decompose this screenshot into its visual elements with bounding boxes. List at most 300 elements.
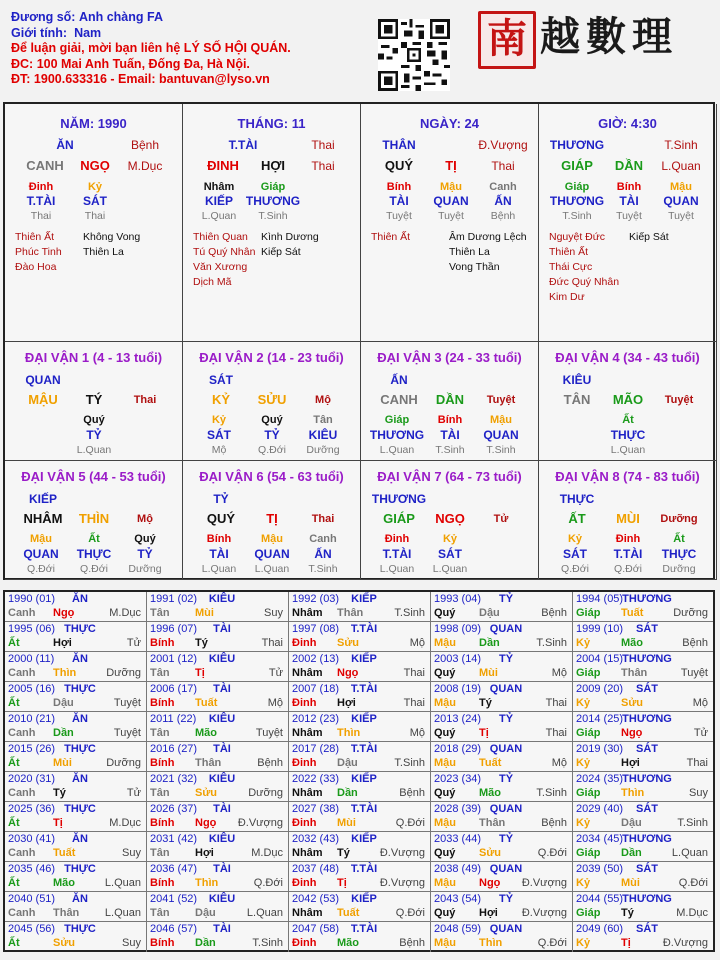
year-cell xyxy=(147,802,289,832)
year-branch: Thân xyxy=(53,907,80,919)
luck-heaven-god: TỶ xyxy=(213,492,229,506)
year-label: 1992 (03) xyxy=(292,593,340,605)
year-god: TỶ xyxy=(498,593,514,605)
year-cell xyxy=(431,682,573,712)
year-cell xyxy=(147,832,289,862)
hidden-stage: Thai xyxy=(30,210,52,222)
year-god: T.TÀI xyxy=(350,683,378,695)
year-stem: Tân xyxy=(150,607,170,619)
hidden-stage: Tuyệt xyxy=(668,210,694,222)
year-stem: Tân xyxy=(150,907,170,919)
pillar-3 xyxy=(539,104,717,342)
luck-hidden-stem: Giáp xyxy=(384,414,410,426)
hidden-stage: Bệnh xyxy=(490,210,516,222)
year-god: KIÊU xyxy=(208,833,236,845)
star: Không Vong xyxy=(83,231,141,243)
heaven-god: ĂN xyxy=(56,138,74,152)
year-god: TÀI xyxy=(213,923,231,935)
year-god: QUAN xyxy=(489,803,523,815)
branch-stage: L.Quan xyxy=(661,159,701,173)
star: Thiên La xyxy=(83,246,124,258)
year-label: 2026 (37) xyxy=(150,803,198,815)
year-label: 2031 (42) xyxy=(150,833,198,845)
year-stem: Đinh xyxy=(292,637,317,649)
year-stem: Quý xyxy=(434,727,456,739)
year-stage: Đ.Vượng xyxy=(521,907,567,919)
year-god: TÀI xyxy=(213,683,231,695)
year-stem: Quý xyxy=(434,607,456,619)
year-cell xyxy=(431,892,573,922)
heaven-stem: GIÁP xyxy=(561,158,593,173)
luck-hidden-god: SÁT xyxy=(438,547,462,561)
luck-stem: CANH xyxy=(380,392,418,407)
hidden-god: KIẾP xyxy=(204,194,233,208)
year-stem: Ất xyxy=(8,877,20,889)
year-branch: Sửu xyxy=(53,937,76,949)
year-stem: Ất xyxy=(8,637,20,649)
major-luck-4 xyxy=(539,342,717,461)
year-label: 2004 (15) xyxy=(576,653,624,665)
year-label: 2047 (58) xyxy=(292,923,340,935)
star: Đức Quý Nhân xyxy=(549,276,620,288)
year-cell xyxy=(573,772,713,802)
luck-stage: Mộ xyxy=(137,513,153,525)
branch-stage: Thai xyxy=(311,159,335,173)
year-stem: Canh xyxy=(8,727,36,739)
year-cell xyxy=(147,862,289,892)
luck-hidden-stage: Q.Đới xyxy=(258,444,286,456)
luck-hidden-god: TỶ xyxy=(86,428,102,442)
star-list-right xyxy=(449,230,527,275)
luck-stage: Tử xyxy=(493,513,509,525)
year-label: 2032 (43) xyxy=(292,833,340,845)
major-luck-5 xyxy=(5,461,183,580)
year-god: TỶ xyxy=(498,833,514,845)
year-stage: Đ.Vượng xyxy=(379,847,425,859)
year-god: THƯƠNG xyxy=(622,713,672,725)
luck-hidden-god: THỰC xyxy=(76,547,112,561)
year-stem: Mậu xyxy=(434,877,456,889)
year-branch: Tý xyxy=(53,787,66,799)
year-god: SÁT xyxy=(636,743,658,755)
year-stage: Mộ xyxy=(267,697,283,709)
year-god: T.TÀI xyxy=(350,923,378,935)
year-stage: Mộ xyxy=(409,637,425,649)
year-cell xyxy=(431,922,573,952)
luck-branch: DẦN xyxy=(435,392,465,407)
year-god: KIÊU xyxy=(208,893,236,905)
year-god: ĂN xyxy=(72,713,88,725)
gender-label: Giới tính: xyxy=(11,25,68,40)
year-branch: Mão xyxy=(621,637,643,649)
year-cell xyxy=(573,922,713,952)
star: Kình Dương xyxy=(261,231,319,243)
gender-value: Nam xyxy=(74,25,102,40)
year-god: KIÊU xyxy=(208,713,236,725)
hidden-god: SÁT xyxy=(83,194,107,208)
year-stage: T.Sinh xyxy=(252,937,283,949)
star-list-left xyxy=(15,230,62,275)
luck-hidden-god: QUAN xyxy=(254,547,290,561)
year-cell xyxy=(431,832,573,862)
pillar-title: NGÀY: 24 xyxy=(420,116,479,131)
year-god: THƯƠNG xyxy=(622,773,672,785)
star: Kiếp Sát xyxy=(629,231,669,243)
hidden-stem: Bính xyxy=(616,181,642,193)
year-cell xyxy=(431,652,573,682)
year-cell xyxy=(147,712,289,742)
star: Nguyệt Đức xyxy=(549,231,606,243)
year-stage: Mộ xyxy=(409,727,425,739)
year-god: QUAN xyxy=(489,743,523,755)
year-god: KIẾP xyxy=(351,893,377,905)
year-stage: Dưỡng xyxy=(248,787,283,799)
year-stage: Thai xyxy=(403,697,425,709)
major-luck-7 xyxy=(361,461,539,580)
star: Tú Quý Nhân xyxy=(193,246,256,258)
year-stem: Mậu xyxy=(434,637,456,649)
luck-title: ĐẠI VẬN 7 (64 - 73 tuổi) xyxy=(377,469,522,484)
luck-hidden-stem: Đinh xyxy=(384,533,410,545)
year-stage: L.Quan xyxy=(104,907,141,919)
star: Thiên Ất xyxy=(15,231,55,243)
heaven-god: THƯƠNG xyxy=(549,138,605,152)
logo-text: 越數理 xyxy=(540,13,678,60)
year-stage: Q.Đới xyxy=(253,877,283,889)
year-stage: Q.Đới xyxy=(678,877,708,889)
year-god: QUAN xyxy=(489,683,523,695)
year-stage: T.Sinh xyxy=(394,757,425,769)
year-stage: Q.Đới xyxy=(537,847,567,859)
year-god: SÁT xyxy=(636,683,658,695)
hidden-god: QUAN xyxy=(433,194,469,208)
year-stage: M.Dục xyxy=(109,607,141,619)
year-label: 2025 (36) xyxy=(8,803,56,815)
year-god: KIÊU xyxy=(208,773,236,785)
year-stem: Giáp xyxy=(576,787,601,799)
year-label: 2013 (24) xyxy=(434,713,482,725)
year-stem: Nhâm xyxy=(292,727,323,739)
hidden-stem: Bính xyxy=(386,181,412,193)
star: Kiếp Sát xyxy=(261,246,301,258)
year-cell xyxy=(147,652,289,682)
year-cell xyxy=(289,622,431,652)
luck-hidden-god: TỶ xyxy=(137,547,153,561)
year-branch: Dậu xyxy=(53,697,74,709)
year-branch: Tý xyxy=(195,637,208,649)
year-branch: Dần xyxy=(195,937,216,949)
year-cell xyxy=(5,652,147,682)
year-branch: Dần xyxy=(337,787,358,799)
hidden-stage: Tuyệt xyxy=(616,210,642,222)
luck-branch: SỬU xyxy=(257,392,287,407)
year-stem: Canh xyxy=(8,907,36,919)
year-cell xyxy=(5,772,147,802)
year-branch: Thìn xyxy=(479,937,503,949)
year-stem: Bính xyxy=(150,697,175,709)
year-god: TÀI xyxy=(213,803,231,815)
year-stage: T.Sinh xyxy=(536,637,567,649)
year-branch: Mùi xyxy=(53,757,72,769)
year-stem: Ất xyxy=(8,817,20,829)
year-cell xyxy=(289,592,431,622)
year-label: 2040 (51) xyxy=(8,893,56,905)
year-stage: Bệnh xyxy=(399,787,425,799)
year-stage: Tuyệt xyxy=(680,667,708,679)
year-cell xyxy=(431,862,573,892)
year-stage: M.Dục xyxy=(109,817,141,829)
luck-stage: Thai xyxy=(311,513,335,525)
star-list-right xyxy=(83,230,140,260)
year-god: THỰC xyxy=(64,743,96,755)
star: Văn Xương xyxy=(193,261,248,273)
year-god: KIẾP xyxy=(351,653,377,665)
year-stem: Ất xyxy=(8,937,20,949)
year-cell xyxy=(147,742,289,772)
year-cell xyxy=(5,832,147,862)
year-cell xyxy=(147,892,289,922)
year-stem: Tân xyxy=(150,787,170,799)
luck-hidden-god: T.TÀI xyxy=(613,547,643,561)
hidden-stem: Giáp xyxy=(564,181,590,193)
year-god: THỰC xyxy=(64,803,96,815)
year-stem: Canh xyxy=(8,787,36,799)
earth-branch: NGỌ xyxy=(80,158,110,173)
year-cell xyxy=(147,682,289,712)
year-branch: Tị xyxy=(479,727,489,739)
heaven-stem: CANH xyxy=(26,158,64,173)
year-cell xyxy=(5,622,147,652)
year-branch: Ngọ xyxy=(195,817,217,829)
year-label: 1996 (07) xyxy=(150,623,198,635)
year-label: 2020 (31) xyxy=(8,773,56,785)
year-cell xyxy=(431,742,573,772)
year-god: T.TÀI xyxy=(350,623,378,635)
year-stem: Kỷ xyxy=(576,697,591,709)
year-branch: Sửu xyxy=(337,637,360,649)
year-god: ĂN xyxy=(72,773,88,785)
year-branch: Tị xyxy=(337,877,347,889)
year-stage: Đ.Vượng xyxy=(662,937,708,949)
year-cell xyxy=(573,742,713,772)
luck-hidden-stem: Kỷ xyxy=(211,414,227,426)
name-line xyxy=(11,10,371,26)
year-branch: Tị xyxy=(195,667,205,679)
luck-hidden-stem: Ất xyxy=(622,414,634,426)
luck-heaven-god: SÁT xyxy=(209,373,233,387)
year-label: 2011 (22) xyxy=(150,713,197,725)
luck-stage: Tuyệt xyxy=(664,394,694,406)
year-stage: Tử xyxy=(126,787,141,799)
year-stage: Q.Đới xyxy=(537,937,567,949)
star: Phúc Tinh xyxy=(15,246,62,258)
year-stem: Canh xyxy=(8,847,36,859)
luck-hidden-god: ẤN xyxy=(314,547,332,561)
hidden-stage: Tuyệt xyxy=(386,210,412,222)
year-stage: T.Sinh xyxy=(677,817,708,829)
year-label: 2038 (49) xyxy=(434,863,482,875)
luck-hidden-god: T.TÀI xyxy=(382,547,412,561)
year-cell xyxy=(431,712,573,742)
year-stem: Tân xyxy=(150,727,170,739)
luck-hidden-stem: Đinh xyxy=(615,533,641,545)
luck-hidden-stem: Quý xyxy=(261,414,283,426)
year-stem: Kỷ xyxy=(576,757,591,769)
branch-stage: Thai xyxy=(491,159,515,173)
year-label: 2048 (59) xyxy=(434,923,482,935)
year-cell xyxy=(573,682,713,712)
luck-hidden-god: QUAN xyxy=(483,428,519,442)
luck-title: ĐẠI VẬN 3 (24 - 33 tuổi) xyxy=(377,350,522,365)
luck-title: ĐẠI VẬN 6 (54 - 63 tuổi) xyxy=(199,469,344,484)
year-cell xyxy=(5,742,147,772)
year-label: 2001 (12) xyxy=(150,653,198,665)
year-stem: Tân xyxy=(150,847,170,859)
heaven-stage: Đ.Vượng xyxy=(478,138,528,152)
year-god: ĂN xyxy=(72,653,88,665)
luck-hidden-god: QUAN xyxy=(23,547,59,561)
year-label: 1993 (04) xyxy=(434,593,482,605)
luck-branch: TÝ xyxy=(85,392,103,407)
heaven-stage: Bệnh xyxy=(130,138,160,152)
luck-hidden-god: THỰC xyxy=(610,428,646,442)
year-cell xyxy=(5,592,147,622)
year-branch: Sửu xyxy=(621,697,644,709)
year-cell xyxy=(431,592,573,622)
year-stem: Giáp xyxy=(576,907,601,919)
luck-hidden-god: KIÊU xyxy=(308,428,338,442)
luck-hidden-stem: Ất xyxy=(673,533,685,545)
year-label: 1997 (08) xyxy=(292,623,340,635)
luck-hidden-god: THỰC xyxy=(661,547,697,561)
year-branch: Tuất xyxy=(195,697,218,709)
luck-heaven-god: KIẾP xyxy=(28,492,57,506)
year-stem: Bính xyxy=(150,937,175,949)
year-label: 2033 (44) xyxy=(434,833,482,845)
year-stage: Dưỡng xyxy=(673,607,708,619)
year-branch: Hợi xyxy=(53,637,72,649)
luck-branch: THÌN xyxy=(78,511,110,526)
year-label: 2000 (11) xyxy=(8,653,55,665)
luck-hidden-stage: T.Sinh xyxy=(486,444,516,456)
phone-email-text[interactable]: ĐT: 1900.633316 - Email: bantuvan@lyso.vn xyxy=(11,72,270,86)
year-stage: L.Quan xyxy=(246,907,283,919)
year-cell xyxy=(431,802,573,832)
year-branch: Thìn xyxy=(337,727,361,739)
year-label: 2014 (25) xyxy=(576,713,624,725)
year-stage: Suy xyxy=(264,607,283,619)
year-god: THỰC xyxy=(64,623,96,635)
year-stem: Bính xyxy=(150,817,175,829)
major-luck-8 xyxy=(539,461,717,580)
year-label: 2034 (45) xyxy=(576,833,624,845)
hidden-stage: T.Sinh xyxy=(258,210,288,222)
year-stage: Tử xyxy=(126,637,141,649)
year-stage: Bệnh xyxy=(682,637,708,649)
year-branch: Mão xyxy=(195,727,217,739)
year-label: 2029 (40) xyxy=(576,803,624,815)
hidden-god: QUAN xyxy=(663,194,699,208)
star-list-left xyxy=(371,230,410,245)
year-god: SÁT xyxy=(636,803,658,815)
year-label: 2042 (53) xyxy=(292,893,340,905)
year-cell xyxy=(147,622,289,652)
year-cell xyxy=(573,862,713,892)
year-branch: Dần xyxy=(621,847,642,859)
year-stem: Giáp xyxy=(576,847,601,859)
contact-text: Để luận giải, mời bạn liên hệ LÝ SỐ HỘI QUÁN. xyxy=(11,41,291,55)
year-stem: Tân xyxy=(150,667,170,679)
luck-hidden-stage: L.Quan xyxy=(379,563,415,575)
star: Thiên Ất xyxy=(549,246,589,258)
luck-stem: MẬU xyxy=(28,392,58,407)
luck-hidden-stage: Dưỡng xyxy=(306,444,340,456)
luck-branch: NGỌ xyxy=(435,511,465,526)
year-label: 2022 (33) xyxy=(292,773,340,785)
luck-hidden-god: THƯƠNG xyxy=(369,428,425,442)
year-god: T.TÀI xyxy=(350,863,378,875)
year-label: 1998 (09) xyxy=(434,623,482,635)
header xyxy=(11,10,371,88)
year-branch: Ngọ xyxy=(337,667,359,679)
year-branch: Thân xyxy=(479,817,506,829)
qr-code[interactable] xyxy=(378,19,450,91)
name-value: Anh chàng FA xyxy=(78,10,163,24)
year-branch: Mão xyxy=(479,787,501,799)
luck-hidden-stage: L.Quan xyxy=(254,563,290,575)
star-list-left xyxy=(193,230,255,290)
year-label: 2010 (21) xyxy=(8,713,56,725)
year-branch: Dậu xyxy=(479,607,500,619)
year-cell xyxy=(573,802,713,832)
luck-heaven-god: QUAN xyxy=(25,373,61,387)
year-stem: Nhâm xyxy=(292,787,323,799)
year-label: 2024 (35) xyxy=(576,773,624,785)
year-label: 2035 (46) xyxy=(8,863,56,875)
year-label: 2015 (26) xyxy=(8,743,56,755)
year-stem: Nhâm xyxy=(292,847,323,859)
year-cell xyxy=(573,712,713,742)
year-stem: Nhâm xyxy=(292,667,323,679)
year-god: QUAN xyxy=(489,863,523,875)
luck-hidden-stage: Q.Đới xyxy=(561,563,589,575)
hidden-stem: Kỷ xyxy=(87,181,103,193)
luck-hidden-stage: Q.Đới xyxy=(80,563,108,575)
heaven-stage: T.Sinh xyxy=(664,138,698,152)
year-branch: Tuất xyxy=(479,757,502,769)
year-god: T.TÀI xyxy=(350,743,378,755)
year-label: 1994 (05) xyxy=(576,593,624,605)
year-stage: Mộ xyxy=(551,667,567,679)
year-label: 2002 (13) xyxy=(292,653,340,665)
luck-stage: Thai xyxy=(133,394,157,406)
year-branch: Thìn xyxy=(195,877,219,889)
year-stage: Đ.Vượng xyxy=(379,877,425,889)
year-stage: Bệnh xyxy=(541,817,567,829)
luck-hidden-stage: T.Sinh xyxy=(435,444,465,456)
year-stage: T.Sinh xyxy=(394,607,425,619)
year-stage: Q.Đới xyxy=(395,907,425,919)
year-label: 1999 (10) xyxy=(576,623,624,635)
year-stage: Tuyệt xyxy=(255,727,283,739)
hidden-stem: Mậu xyxy=(670,181,692,193)
luck-heaven-god: KIÊU xyxy=(562,373,592,387)
year-cell xyxy=(573,652,713,682)
year-branch: Tị xyxy=(621,937,631,949)
luck-hidden-stem: Quý xyxy=(134,533,156,545)
luck-hidden-stage: L.Quan xyxy=(610,444,646,456)
hidden-god: TÀI xyxy=(389,194,409,208)
